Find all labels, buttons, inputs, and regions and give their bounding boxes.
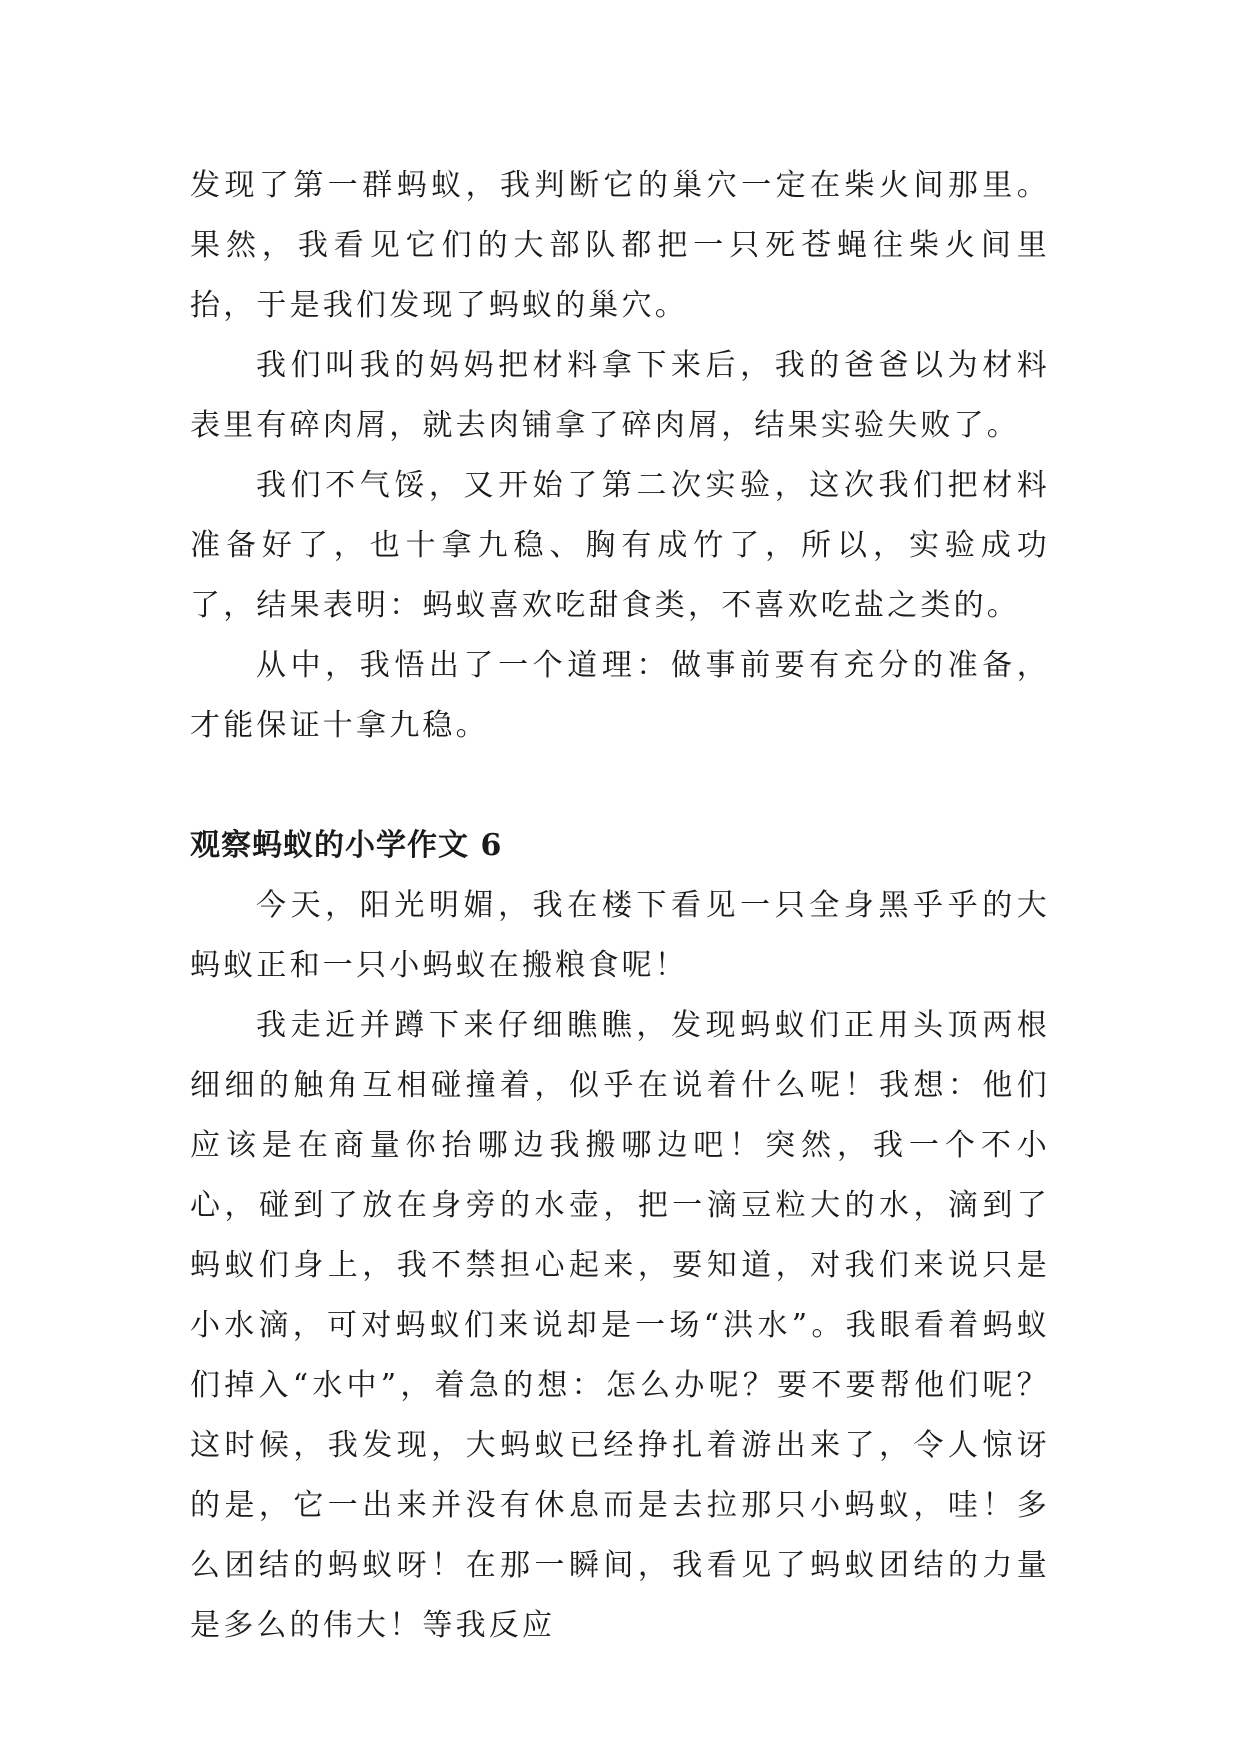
section-title: 观察蚂蚁的小学作文 6 (190, 828, 503, 863)
paragraph-prev-1: 发现了第一群蚂蚁，我判断它的巢穴一定在柴火间那里。果然，我看见它们的大部队都把一只死苍蝇往柴火间里抬，于是我们发现了蚂蚁的巢穴。 (190, 168, 1050, 323)
paragraph-prev-4: 从中，我悟出了一个道理：做事前要有充分的准备，才能保证十拿九稳。 (190, 648, 1050, 743)
paragraph-6-2: 我走近并蹲下来仔细瞧瞧，发现蚂蚁们正用头顶两根细细的触角互相碰撞着，似乎在说着什么呢！我想：他们应该是在商量你抬哪边我搬哪边吧！突然，我一个不小心，碰到了放在身旁的水壶，把一滴豆粒大的水，滴到了蚂蚁们身上，我不禁担心起来，要知道，对我们来说只是小水滴，可对蚂蚁们来说却是一场“洪水”。我眼看着蚂蚁们掉入“水中”，着急的想：怎么办呢？要不要帮他们呢？这时候，我发现，大蚂蚁已经挣扎着游出来了，令人惊讶的是，它一出来并没有休息而是去拉那只小蚂蚁，哇！多么团结的蚂蚁呀！在那一瞬间，我看见了蚂蚁团结的力量是多么的伟大！等我反应 (190, 1008, 1050, 1643)
paragraph-prev-3: 我们不气馁，又开始了第二次实验，这次我们把材料准备好了，也十拿九稳、胸有成竹了，所以，实验成功了，结果表明：蚂蚁喜欢吃甜食类，不喜欢吃盐之类的。 (190, 468, 1050, 623)
document-body (190, 156, 1050, 1656)
section-spacer (190, 756, 1050, 816)
paragraph-6-1: 今天，阳光明媚，我在楼下看见一只全身黑乎乎的大蚂蚁正和一只小蚂蚁在搬粮食呢！ (190, 888, 1050, 983)
paragraph-prev-2: 我们叫我的妈妈把材料拿下来后，我的爸爸以为材料表里有碎肉屑，就去肉铺拿了碎肉屑，结果实验失败了。 (190, 348, 1050, 443)
